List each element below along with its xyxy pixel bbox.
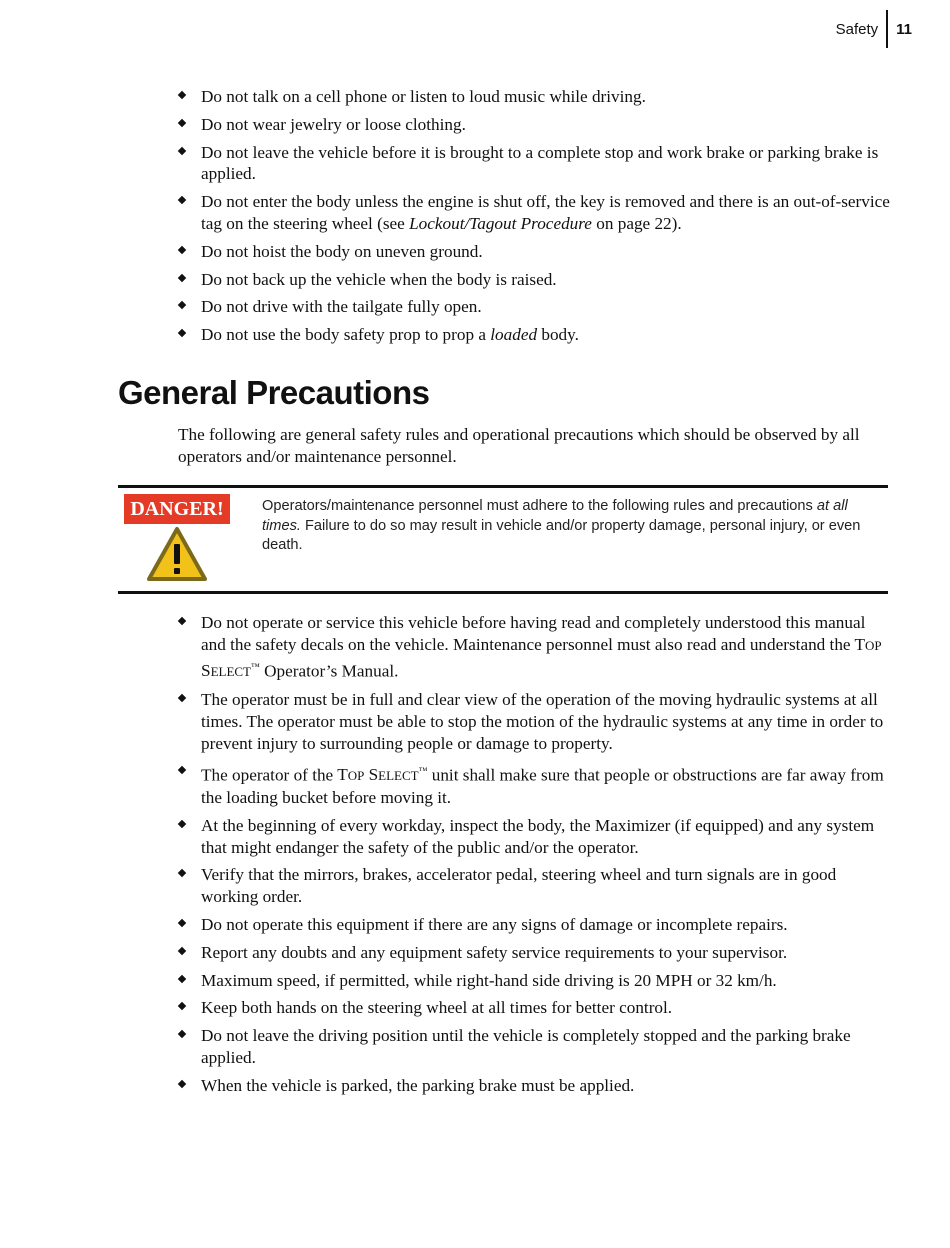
bullet-icon [178, 1080, 186, 1088]
list-item: Do not operate or service this vehicle before having read and completely understood this manual and the safety decals on the vehicle. Maintenance personnel must also read and understand the TOP SELECT™ Operator’s Manual. [178, 612, 890, 683]
bullet-icon [178, 1002, 186, 1010]
warning-triangle-icon [146, 526, 208, 582]
list-item: Keep both hands on the steering wheel at all times for better control. [178, 997, 890, 1019]
bullet-icon [178, 617, 186, 625]
list-item: Do not hoist the body on uneven ground. [178, 241, 890, 263]
list-item: The operator of the TOP SELECT™ unit shall make sure that people or obstructions are far away from the loading bucket before moving it. [178, 761, 890, 809]
bullet-icon [178, 146, 186, 154]
top-bullet-list [178, 86, 890, 352]
list-item: When the vehicle is parked, the parking brake must be applied. [178, 1075, 890, 1097]
danger-message: Operators/maintenance personnel must adhere to the following rules and precautions at all times. Failure to do so may result in vehicle and/or property damage, personal injury, or even death. [262, 498, 861, 553]
list-item: Do not drive with the tailgate fully open. [178, 296, 890, 318]
bullet-icon [178, 329, 186, 337]
bullet-icon [178, 869, 186, 877]
list-item: Verify that the mirrors, brakes, accelerator pedal, steering wheel and turn signals are in good working order. [178, 864, 890, 908]
bullet-icon [178, 820, 186, 828]
bullet-icon [178, 196, 186, 204]
list-item: Do not enter the body unless the engine is shut off, the key is removed and there is an out-of-service tag on the steering wheel (see Lockout/Tagout Procedure on page 22). [178, 191, 890, 235]
page-number: 11 [896, 20, 912, 38]
list-item: Do not use the body safety prop to prop a loaded body. [178, 324, 890, 346]
list-item: Do not back up the vehicle when the body is raised. [178, 269, 890, 291]
list-item: The operator must be in full and clear view of the operation of the moving hydraulic systems at all times. The operator must be able to stop the motion of the hydraulic systems at any time in order to prevent injury to surrounding people or damage to property. [178, 689, 890, 754]
list-item: Do not leave the vehicle before it is brought to a complete stop and work brake or parking brake is applied. [178, 142, 890, 186]
brand-name: TOP SELECT™ [201, 634, 882, 681]
bullet-icon [178, 919, 186, 927]
section-name: Safety [835, 20, 879, 38]
intro-paragraph: The following are general safety rules and operational precautions which should be observed by all operators and/or maintenance personnel. [178, 425, 860, 466]
section-title: General Precautions [118, 374, 430, 411]
list-item: At the beginning of every workday, inspect the body, the Maximizer (if equipped) and any system that might endanger the safety of the public and/or the operator. [178, 815, 890, 859]
bullet-icon [178, 119, 186, 127]
bullet-icon [178, 273, 186, 281]
danger-callout [118, 485, 888, 594]
page-header [836, 10, 912, 48]
bullet-icon [178, 947, 186, 955]
list-item: Do not operate this equipment if there are any signs of damage or incomplete repairs. [178, 914, 890, 936]
list-item: Do not talk on a cell phone or listen to loud music while driving. [178, 86, 890, 108]
bullet-icon [178, 694, 186, 702]
danger-label: DANGER! [124, 494, 230, 524]
header-divider [886, 10, 888, 48]
list-item: Maximum speed, if permitted, while right-hand side driving is 20 MPH or 32 km/h. [178, 970, 890, 992]
list-item: Do not wear jewelry or loose clothing. [178, 114, 890, 136]
bullet-icon [178, 765, 186, 773]
bullet-icon [178, 301, 186, 309]
bullet-icon [178, 246, 186, 254]
bullet-icon [178, 91, 186, 99]
bullet-icon [178, 974, 186, 982]
list-item: Do not leave the driving position until the vehicle is completely stopped and the parking brake applied. [178, 1025, 890, 1069]
brand-name: TOP SELECT™ [337, 765, 428, 785]
bullet-icon [178, 1030, 186, 1038]
list-item: Report any doubts and any equipment safety service requirements to your supervisor. [178, 942, 890, 964]
main-bullet-list [178, 612, 890, 1103]
